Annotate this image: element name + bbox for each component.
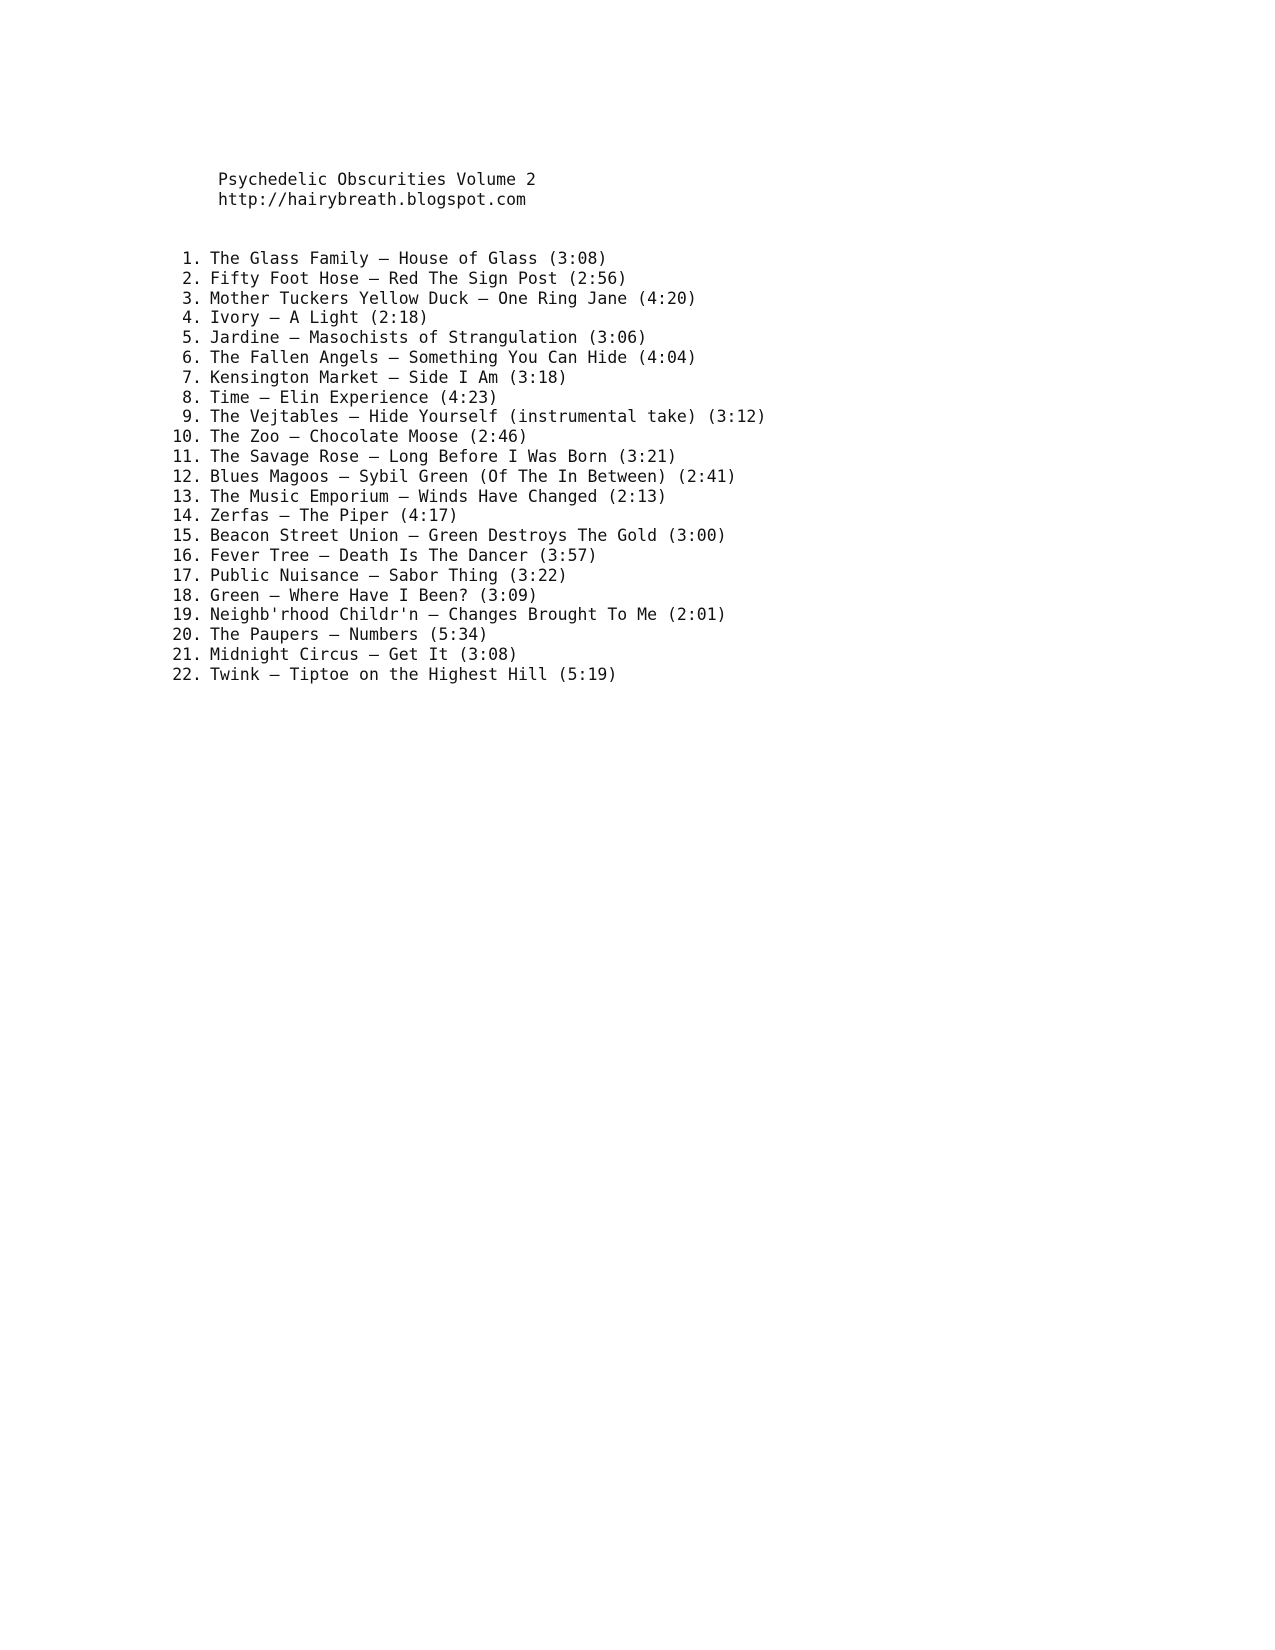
blog-url: http://hairybreath.blogspot.com (218, 189, 526, 209)
track-number: 16. (172, 545, 202, 565)
track-item (170, 447, 766, 467)
track-number: 10. (172, 427, 202, 447)
track-number: 21. (172, 644, 202, 664)
track-item (170, 427, 766, 447)
track-item (170, 308, 766, 328)
track-title: Beacon Street Union – Green Destroys The Gold (3:00) (210, 526, 727, 546)
track-title: Public Nuisance – Sabor Thing (3:22) (210, 565, 568, 585)
track-item (170, 566, 766, 586)
track-item (170, 506, 766, 526)
track-item (170, 388, 766, 408)
track-title: Ivory – A Light (2:18) (210, 308, 429, 328)
track-title: Green – Where Have I Been? (3:09) (210, 585, 538, 605)
track-list (170, 249, 766, 685)
track-number: 20. (172, 625, 202, 645)
track-item (170, 487, 766, 507)
track-title: Mother Tuckers Yellow Duck – One Ring Jane (4:20) (210, 288, 697, 308)
track-number: 2. (182, 268, 202, 288)
track-title: The Music Emporium – Winds Have Changed (2:13) (210, 486, 667, 506)
track-item (170, 546, 766, 566)
track-item (170, 526, 766, 546)
track-number: 19. (172, 605, 202, 625)
track-item (170, 467, 766, 487)
track-item (170, 269, 766, 289)
track-title: Zerfas – The Piper (4:17) (210, 506, 459, 526)
track-item (170, 645, 766, 665)
track-title: The Savage Rose – Long Before I Was Born (3:21) (210, 446, 677, 466)
track-number: 1. (182, 249, 202, 268)
track-number: 17. (172, 565, 202, 585)
track-number: 8. (182, 387, 202, 407)
document-header (218, 170, 536, 209)
track-item (170, 348, 766, 368)
track-item (170, 586, 766, 606)
track-number: 11. (172, 446, 202, 466)
track-title: The Glass Family – House of Glass (3:08) (210, 249, 608, 268)
track-number: 13. (172, 486, 202, 506)
track-title: The Zoo – Chocolate Moose (2:46) (210, 427, 528, 447)
track-number: 14. (172, 506, 202, 526)
track-item (170, 665, 766, 685)
track-title: Fifty Foot Hose – Red The Sign Post (2:56) (210, 268, 628, 288)
track-title: The Paupers – Numbers (5:34) (210, 625, 489, 645)
track-number: 4. (182, 308, 202, 328)
track-item (170, 407, 766, 427)
track-number: 7. (182, 367, 202, 387)
track-item (170, 625, 766, 645)
track-title: Time – Elin Experience (4:23) (210, 387, 499, 407)
track-number: 9. (182, 407, 202, 427)
track-number: 6. (182, 347, 202, 367)
track-item (170, 605, 766, 625)
track-title: The Fallen Angels – Something You Can Hide (4:04) (210, 347, 697, 367)
track-item (170, 368, 766, 388)
document-title: Psychedelic Obscurities Volume 2 (218, 170, 536, 189)
track-title: The Vejtables – Hide Yourself (instrumental take) (3:12) (210, 407, 767, 427)
track-number: 5. (182, 328, 202, 348)
track-item (170, 249, 766, 269)
track-item (170, 289, 766, 309)
track-number: 3. (182, 288, 202, 308)
track-title: Midnight Circus – Get It (3:08) (210, 644, 518, 664)
track-item (170, 328, 766, 348)
track-title: Neighb'rhood Childr'n – Changes Brought To Me (2:01) (210, 605, 727, 625)
track-title: Blues Magoos – Sybil Green (Of The In Between) (2:41) (210, 466, 737, 486)
track-title: Twink – Tiptoe on the Highest Hill (5:19) (210, 664, 618, 684)
track-title: Kensington Market – Side I Am (3:18) (210, 367, 568, 387)
track-title: Jardine – Masochists of Strangulation (3:06) (210, 328, 648, 348)
track-number: 15. (172, 526, 202, 546)
track-number: 18. (172, 585, 202, 605)
track-number: 22. (172, 664, 202, 684)
track-number: 12. (172, 466, 202, 486)
track-title: Fever Tree – Death Is The Dancer (3:57) (210, 545, 598, 565)
